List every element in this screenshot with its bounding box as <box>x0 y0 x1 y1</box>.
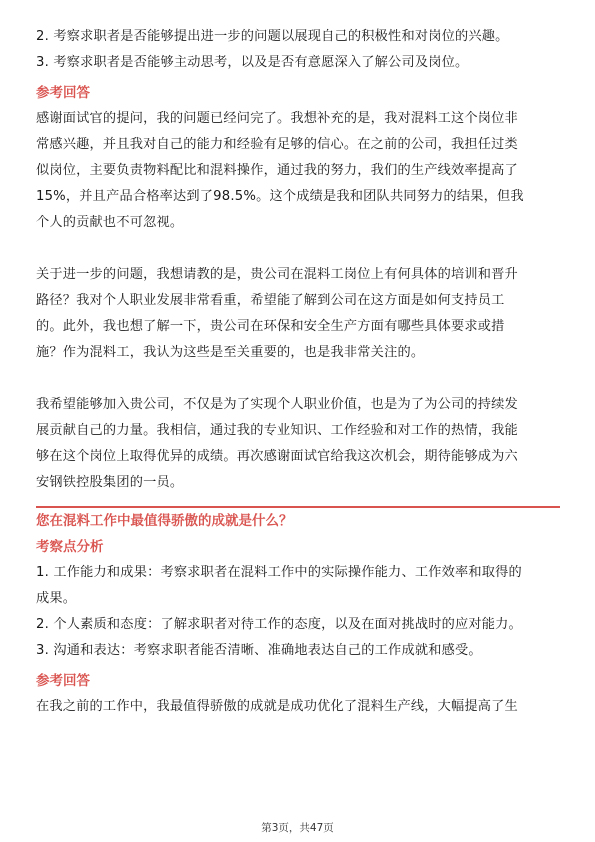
text-line: 关于进一步的问题，我想请教的是，贵公司在混料工岗位上有何具体的培训和晋升 <box>36 267 518 282</box>
page-content <box>36 24 560 720</box>
text-line: 的。此外，我也想了解一下，贵公司在环保和安全生产方面有哪些具体要求或措 <box>36 319 505 334</box>
analysis-heading: 考察点分析 <box>36 539 104 555</box>
text-line: 常感兴趣，并且我对自己的能力和经验有足够的信心。在之前的公司，我担任过类 <box>36 137 518 152</box>
text-line: 在我之前的工作中，我最值得骄傲的成就是成功优化了混料生产线，大幅提高了生 <box>36 699 518 714</box>
answer-paragraph <box>36 262 560 366</box>
criteria-item: 2. 考察求职者是否能够提出进一步的问题以展现自己的积极性和对岗位的兴趣。 <box>36 29 509 44</box>
text-line: 安钢铁控股集团的一员。 <box>36 475 184 490</box>
text-line: 施？作为混料工，我认为这些是至关重要的，也是我非常关注的。 <box>36 345 425 360</box>
answer-paragraph <box>36 392 560 496</box>
reference-answer-1 <box>36 80 560 496</box>
text-line: 个人的贡献也不可忽视。 <box>36 215 184 230</box>
criteria-list <box>36 24 560 76</box>
analysis-item: 3. 沟通和表达：考察求职者能否清晰、准确地表达自己的工作成就和感受。 <box>36 643 482 658</box>
text-line: 我希望能够加入贵公司，不仅是为了实现个人职业价值，也是为了为公司的持续发 <box>36 397 518 412</box>
analysis-item: 2. 个人素质和态度：了解求职者对待工作的态度，以及在面对挑战时的应对能力。 <box>36 617 522 632</box>
criteria-item: 3. 考察求职者是否能够主动思考，以及是否有意愿深入了解公司及岗位。 <box>36 55 469 70</box>
answer-paragraph <box>36 106 560 236</box>
text-line: 路径？我对个人职业发展非常看重，希望能了解到公司在这方面是如何支持员工 <box>36 293 505 308</box>
page-number: 第3页，共47页 <box>261 822 334 834</box>
analysis-item: 1. 工作能力和成果：考察求职者在混料工作中的实际操作能力、工作效率和取得的 <box>36 565 522 580</box>
text-line: 感谢面试官的提问，我的问题已经问完了。我想补充的是，我对混料工这个岗位非 <box>36 111 518 126</box>
answer-heading: 参考回答 <box>36 85 90 101</box>
text-line: 够在这个岗位上取得优异的成绩。再次感谢面试官给我这次机会，期待能够成为六 <box>36 449 518 464</box>
analysis-item: 成果。 <box>36 591 77 606</box>
question-2 <box>36 508 560 720</box>
answer-heading: 参考回答 <box>36 673 90 689</box>
text-line: 展贡献自己的力量。我相信，通过我的专业知识、工作经验和对工作的热情，我能 <box>36 423 518 438</box>
text-line: 15%，并且产品合格率达到了98.5%。这个成绩是我和团队共同努力的结果，但我 <box>36 189 524 204</box>
text-line: 似岗位，主要负责物料配比和混料操作，通过我的努力，我们的生产线效率提高了 <box>36 163 518 178</box>
question-title: 您在混料工作中最值得骄傲的成就是什么？ <box>36 513 293 529</box>
